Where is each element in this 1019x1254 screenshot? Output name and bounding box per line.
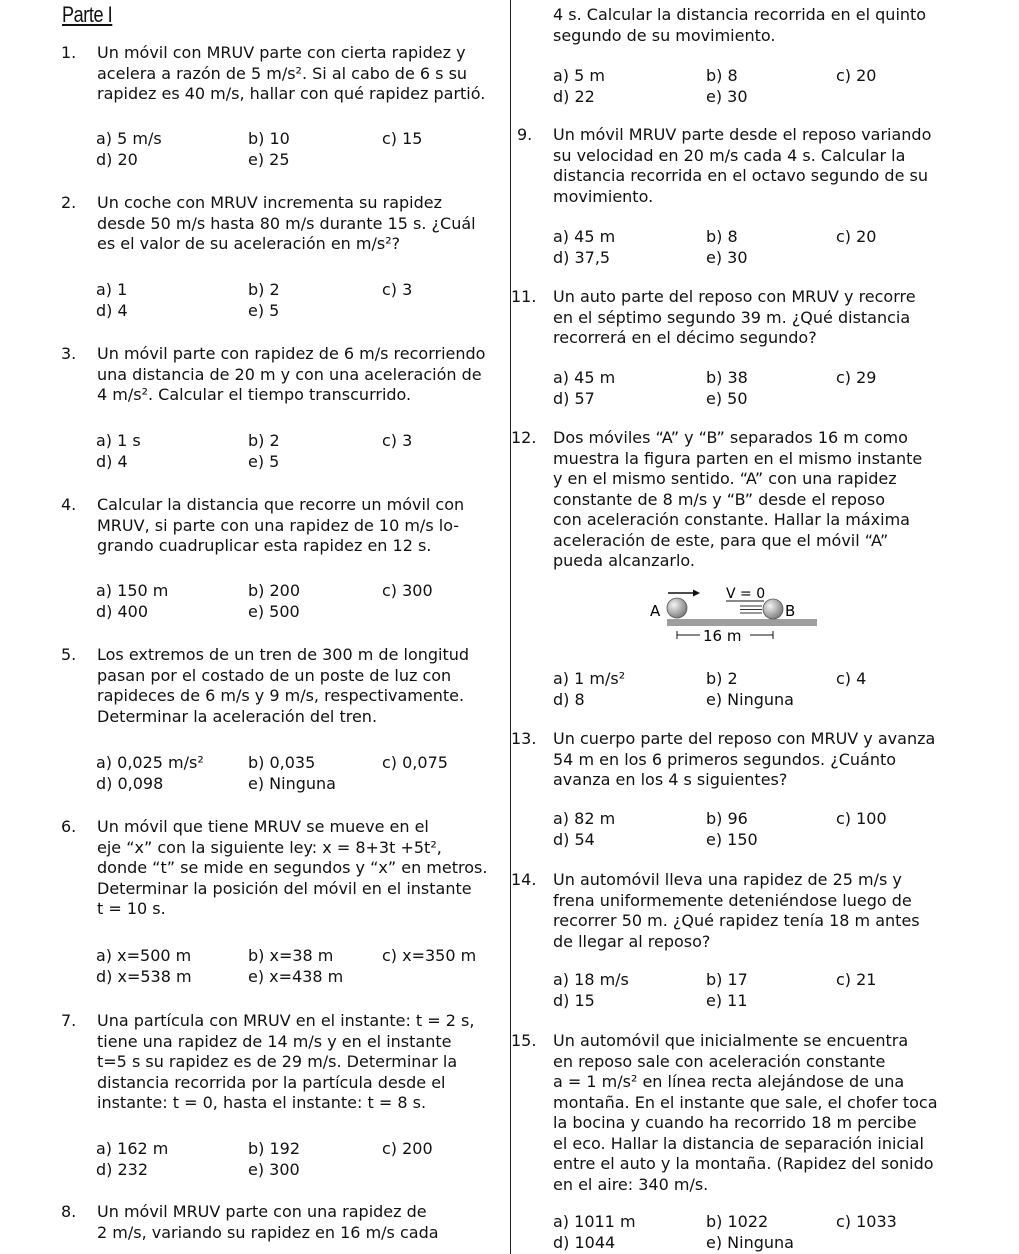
- question-text-continued: 4 s. Calcular la distancia recorrida en el quinto segundo de su movimiento.: [553, 5, 927, 45]
- option-d[interactable]: d) 0,098: [96, 774, 164, 793]
- stop-lines-icon: [740, 606, 762, 613]
- question-text: Un móvil con MRUV parte con cierta rapidez y acelera a razón de 5 m/s². Si al cabo de 6 s su rapidez es 40 m/s, hallar con qué rapidez partió.: [97, 43, 486, 103]
- label-b: B: [785, 602, 796, 620]
- option-b[interactable]: b) 2: [248, 431, 280, 450]
- option-c[interactable]: c) 3: [382, 280, 413, 299]
- question-number: 2.: [61, 193, 77, 212]
- question-14: [511, 870, 950, 952]
- option-e[interactable]: e) 300: [248, 1160, 300, 1179]
- option-b[interactable]: b) 192: [248, 1139, 301, 1158]
- option-a[interactable]: a) 45 m: [553, 368, 616, 387]
- question-number: 3.: [61, 344, 77, 363]
- question-15: [511, 1031, 950, 1195]
- option-c[interactable]: c) 15: [382, 129, 423, 148]
- option-a[interactable]: a) 162 m: [96, 1139, 169, 1158]
- option-b[interactable]: b) 96: [706, 809, 748, 828]
- option-b[interactable]: b) 38: [706, 368, 748, 387]
- motion-diagram: [640, 585, 830, 651]
- option-b[interactable]: b) 2: [248, 280, 280, 299]
- question-number: 5.: [61, 645, 77, 664]
- option-b[interactable]: b) 1022: [706, 1212, 769, 1231]
- option-d[interactable]: d) 400: [96, 602, 149, 621]
- question-text: Dos móviles “A” y “B” separados 16 m como muestra la figura parten en el mismo instante y en el mismo sentido. “A” con una rapidez constante de 8 m/s y “B” desde el reposo con aceleración constante. Hallar la máxima aceleración de este, para que el móvil “A” pueda alcanzarlo.: [553, 428, 923, 570]
- option-c[interactable]: c) x=350 m: [382, 946, 477, 965]
- question-4: [61, 495, 492, 557]
- question-text: Una partícula con MRUV en el instante: t = 2 s, tiene una rapidez de 14 m/s y en el instante t=5 s su rapidez es de 29 m/s. Determinar la distancia recorrida por la partícula desde el instante: t = 0, hasta el instante: t = 8 s.: [97, 1011, 475, 1112]
- option-e[interactable]: e) 11: [706, 991, 748, 1010]
- question-text: Un móvil que tiene MRUV se mueve en el eje “x” con la siguiente ley: x = 8+3t +5t², donde “t” se mide en segundos y “x” en metros. Determinar la posición del móvil en el instante t = 10 s.: [97, 817, 488, 918]
- option-c[interactable]: c) 20: [836, 227, 877, 246]
- option-b[interactable]: b) x=38 m: [248, 946, 334, 965]
- option-e[interactable]: e) 5: [248, 301, 280, 320]
- option-e[interactable]: e) 25: [248, 150, 290, 169]
- option-a[interactable]: a) 1 s: [96, 431, 141, 450]
- question-9: [517, 125, 950, 207]
- option-b[interactable]: b) 17: [706, 970, 748, 989]
- question-number: 9.: [517, 125, 533, 144]
- option-a[interactable]: a) 82 m: [553, 809, 616, 828]
- option-d[interactable]: d) 20: [96, 150, 138, 169]
- question-number: 13.: [511, 729, 537, 748]
- option-e[interactable]: e) x=438 m: [248, 967, 344, 986]
- option-c[interactable]: c) 21: [836, 970, 877, 989]
- option-b[interactable]: b) 10: [248, 129, 290, 148]
- question-number: 12.: [511, 428, 537, 447]
- label-distance: 16 m: [703, 627, 742, 645]
- question-12: [511, 428, 950, 572]
- option-c[interactable]: c) 4: [836, 669, 867, 688]
- question-text: Un móvil MRUV parte desde el reposo variando su velocidad en 20 m/s cada 4 s. Calcular la distancia recorrida en el octavo segundo de su movimiento.: [553, 125, 932, 206]
- question-7: [61, 1011, 492, 1114]
- option-c[interactable]: c) 20: [836, 66, 877, 85]
- option-a[interactable]: a) 0,025 m/s²: [96, 753, 204, 772]
- option-d[interactable]: d) 22: [553, 87, 595, 106]
- question-text: Calcular la distancia que recorre un móvil con MRUV, si parte con una rapidez de 10 m/s lo- grando cuadruplicar esta rapidez en 12 s.: [97, 495, 465, 555]
- question-number: 4.: [61, 495, 77, 514]
- option-a[interactable]: a) 150 m: [96, 581, 169, 600]
- option-d[interactable]: d) 8: [553, 690, 585, 709]
- option-a[interactable]: a) 45 m: [553, 227, 616, 246]
- option-c[interactable]: c) 200: [382, 1139, 433, 1158]
- option-d[interactable]: d) 4: [96, 452, 128, 471]
- question-number: 15.: [511, 1031, 537, 1050]
- question-11: [511, 287, 950, 349]
- option-a[interactable]: a) x=500 m: [96, 946, 192, 965]
- question-6: [61, 817, 492, 920]
- question-number: 7.: [61, 1011, 77, 1030]
- question-text: Un auto parte del reposo con MRUV y recorre en el séptimo segundo 39 m. ¿Qué distancia recorrerá en el décimo segundo?: [553, 287, 916, 347]
- question-5: [61, 645, 492, 727]
- option-c[interactable]: c) 1033: [836, 1212, 897, 1231]
- mobile-a-ball: [667, 598, 687, 618]
- option-b[interactable]: b) 8: [706, 66, 738, 85]
- option-a[interactable]: a) 5 m: [553, 66, 605, 85]
- option-e[interactable]: e) Ninguna: [248, 774, 336, 793]
- option-e[interactable]: e) 500: [248, 602, 300, 621]
- option-e[interactable]: e) 50: [706, 389, 748, 408]
- option-d[interactable]: d) x=538 m: [96, 967, 192, 986]
- option-d[interactable]: d) 37,5: [553, 248, 611, 267]
- option-e[interactable]: e) 30: [706, 248, 748, 267]
- option-e[interactable]: e) Ninguna: [706, 1233, 794, 1252]
- question-text: Un móvil parte con rapidez de 6 m/s recorriendo una distancia de 20 m y con una aceleración de 4 m/s². Calcular el tiempo transcurrido.: [97, 344, 486, 404]
- option-d[interactable]: d) 4: [96, 301, 128, 320]
- label-v: V = 0: [726, 586, 766, 602]
- option-d[interactable]: d) 232: [96, 1160, 149, 1179]
- question-2: [61, 193, 492, 255]
- question-1: [61, 43, 492, 105]
- velocity-arrowhead-icon: [693, 590, 700, 597]
- option-d[interactable]: d) 54: [553, 830, 595, 849]
- option-b[interactable]: b) 0,035: [248, 753, 316, 772]
- question-text: Un cuerpo parte del reposo con MRUV y avanza 54 m en los 6 primeros segundos. ¿Cuánto avanza en los 4 s siguientes?: [553, 729, 936, 789]
- ground-surface: [667, 619, 817, 626]
- question-8-part2: [553, 5, 950, 46]
- question-text: Un automóvil lleva una rapidez de 25 m/s y frena uniformemente deteniéndose luego de recorrer 50 m. ¿Qué rapidez tenía 18 m antes de llegar al reposo?: [553, 870, 920, 951]
- question-number: 11.: [511, 287, 537, 306]
- question-8-part1: [61, 1202, 492, 1243]
- option-c[interactable]: c) 29: [836, 368, 877, 387]
- option-d[interactable]: d) 1044: [553, 1233, 616, 1252]
- question-13: [511, 729, 950, 791]
- option-e[interactable]: e) 150: [706, 830, 758, 849]
- option-e[interactable]: e) 5: [248, 452, 280, 471]
- column-divider: [510, 0, 511, 1254]
- option-a[interactable]: a) 1: [96, 280, 128, 299]
- question-text: Un automóvil que inicialmente se encuentra en reposo sale con aceleración constante a = 1 m/s² en línea recta alejándose de una montaña. En el instante que sale, el chofer toca la bocina y cuando ha recorrido 18 m percibe el eco. Hallar la distancia de separación inicial entre el auto y la montaña. (Rapidez del sonido en el aire: 340 m/s.: [553, 1031, 938, 1194]
- question-number: 6.: [61, 817, 77, 836]
- option-c[interactable]: c) 3: [382, 431, 413, 450]
- option-a[interactable]: a) 18 m/s: [553, 970, 629, 989]
- option-b[interactable]: b) 8: [706, 227, 738, 246]
- question-3: [61, 344, 492, 406]
- question-number: 8.: [61, 1202, 77, 1221]
- option-c[interactable]: c) 300: [382, 581, 433, 600]
- option-a[interactable]: a) 1011 m: [553, 1212, 636, 1231]
- option-a[interactable]: a) 5 m/s: [96, 129, 162, 148]
- option-c[interactable]: c) 100: [836, 809, 887, 828]
- option-d[interactable]: d) 15: [553, 991, 595, 1010]
- label-a: A: [650, 602, 661, 620]
- option-b[interactable]: b) 200: [248, 581, 301, 600]
- option-d[interactable]: d) 57: [553, 389, 595, 408]
- option-c[interactable]: c) 0,075: [382, 753, 448, 772]
- option-e[interactable]: e) 30: [706, 87, 748, 106]
- question-text: Un móvil MRUV parte con una rapidez de 2 m/s, variando su rapidez en 16 m/s cada: [97, 1202, 439, 1242]
- question-text: Los extremos de un tren de 300 m de longitud pasan por el costado de un poste de luz con rapideces de 6 m/s y 9 m/s, respectivamente. Determinar la aceleración del tren.: [97, 645, 470, 726]
- question-number: 14.: [511, 870, 537, 889]
- option-a[interactable]: a) 1 m/s²: [553, 669, 626, 688]
- question-text: Un coche con MRUV incrementa su rapidez desde 50 m/s hasta 80 m/s durante 15 s. ¿Cuál es el valor de su aceleración en m/s²?: [97, 193, 476, 253]
- page-header: Parte I: [62, 2, 113, 27]
- question-number: 1.: [61, 43, 77, 62]
- mobile-b-ball: [763, 599, 783, 619]
- option-e[interactable]: e) Ninguna: [706, 690, 794, 709]
- option-b[interactable]: b) 2: [706, 669, 738, 688]
